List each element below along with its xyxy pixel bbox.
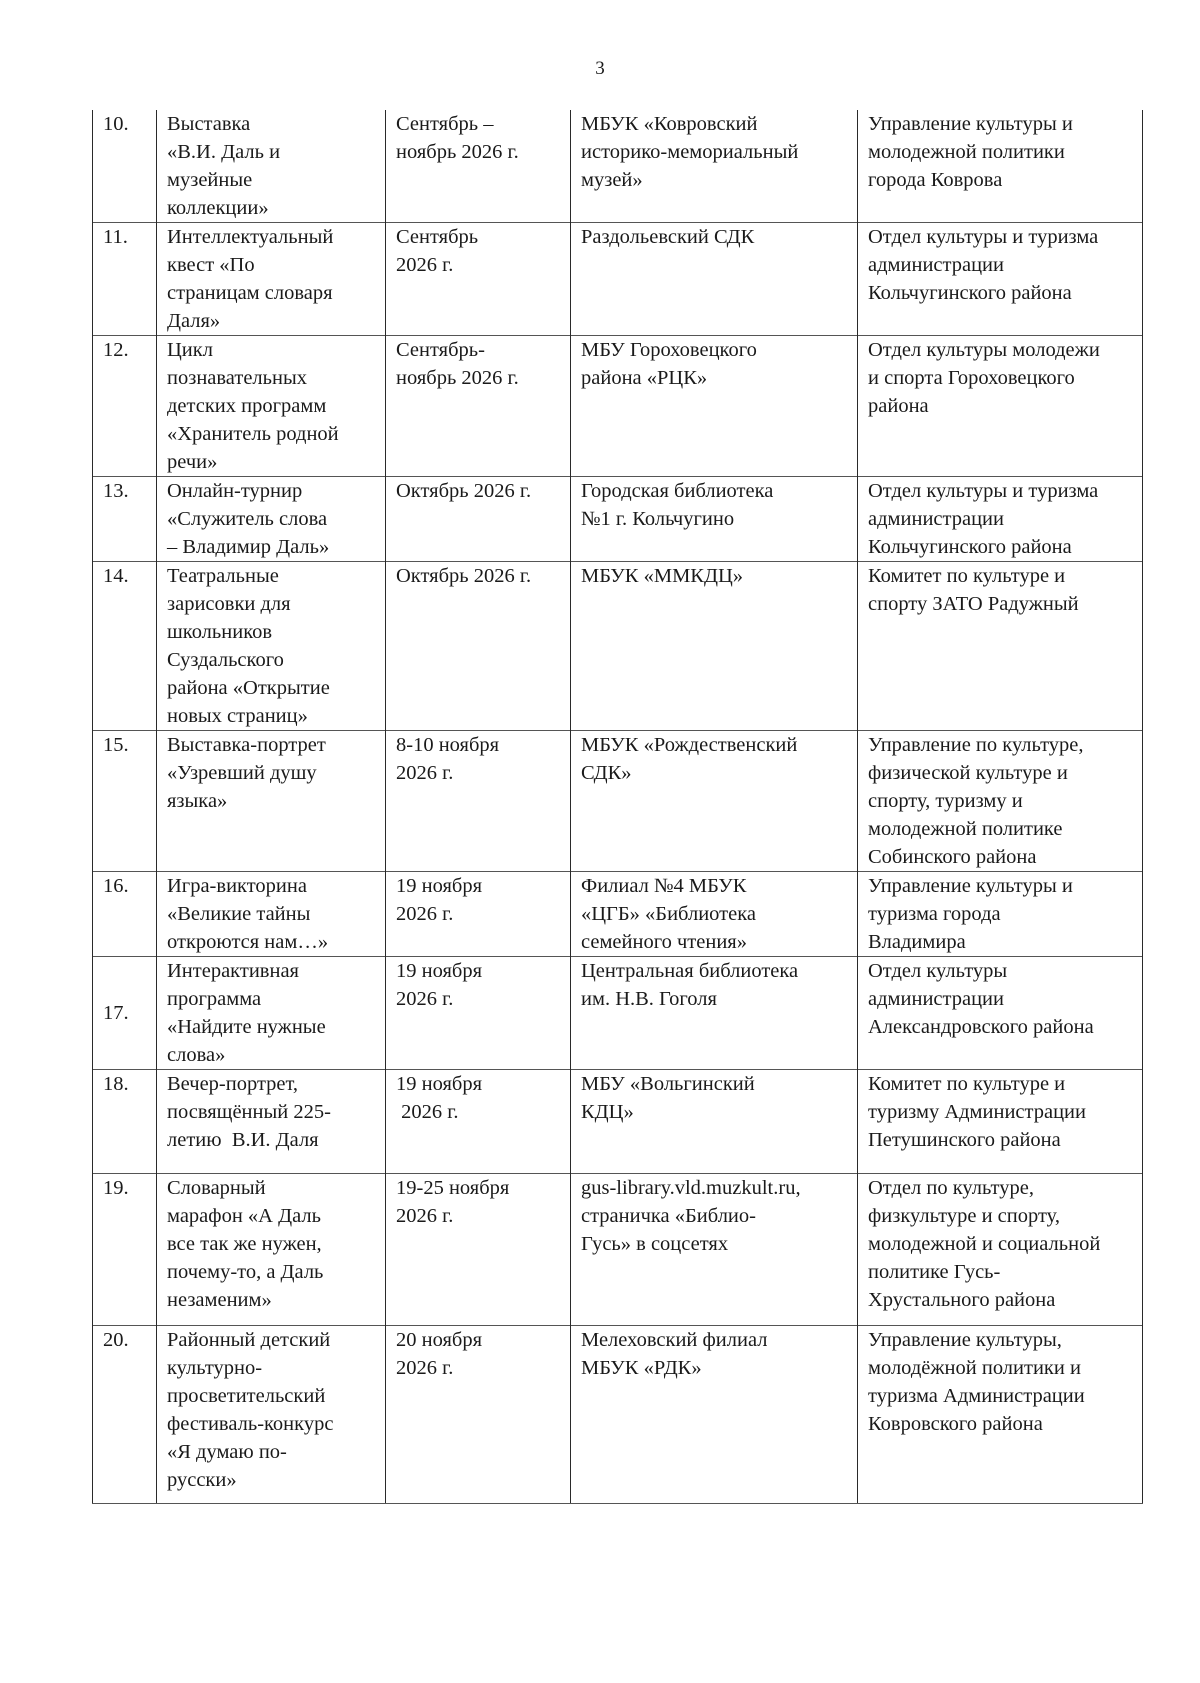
organizer: Отдел культуры молодежи <box>868 339 1100 361</box>
event-venue: №1 г. Кольчугино <box>581 508 735 530</box>
event-title-cell <box>157 223 386 336</box>
event-title: речи» <box>167 451 218 473</box>
row-number: 12. <box>103 339 129 361</box>
event-title-cell <box>157 731 386 872</box>
table-row <box>93 223 1143 336</box>
event-venue-cell <box>571 223 858 336</box>
event-venue-cell <box>571 872 858 957</box>
organizer: администрации <box>868 254 1004 276</box>
organizer: молодежной политике <box>868 818 1063 840</box>
events-table <box>92 110 1143 1504</box>
table-row <box>93 731 1143 872</box>
event-venue-cell <box>571 1174 858 1326</box>
organizer: Управление по культуре, <box>868 734 1084 756</box>
event-date-cell <box>386 336 571 477</box>
organizer-cell <box>858 1070 1143 1174</box>
event-venue: «ЦГБ» «Библиотека <box>581 903 756 925</box>
event-title: «Узревший душу <box>167 762 317 784</box>
event-venue: МБУК «Ковровский <box>581 113 758 135</box>
row-number-cell <box>93 1070 157 1174</box>
event-title: квест «По <box>167 254 255 276</box>
event-date: 2026 г. <box>396 254 454 276</box>
event-title-cell <box>157 1326 386 1504</box>
event-title-cell <box>157 1070 386 1174</box>
event-title: фестиваль-конкурс <box>167 1413 334 1435</box>
row-number: 15. <box>103 734 129 756</box>
organizer: молодежной политики <box>868 141 1065 163</box>
table-row <box>93 872 1143 957</box>
event-venue: СДК» <box>581 762 632 784</box>
event-date: 20 ноября <box>396 1329 482 1351</box>
event-venue: Гусь» в соцсетях <box>581 1233 729 1255</box>
organizer: молодежной и социальной <box>868 1233 1101 1255</box>
event-title: программа <box>167 988 262 1010</box>
event-venue: МБУ Гороховецкого <box>581 339 757 361</box>
event-title: Цикл <box>167 339 213 361</box>
event-date: 2026 г. <box>396 762 454 784</box>
organizer-cell <box>858 872 1143 957</box>
event-date-cell <box>386 731 571 872</box>
event-venue: МБУК «Рождественский <box>581 734 798 756</box>
organizer-cell <box>858 731 1143 872</box>
event-title: Интеллектуальный <box>167 226 334 248</box>
row-number-cell <box>93 223 157 336</box>
event-venue: музей» <box>581 169 643 191</box>
event-date: 2026 г. <box>396 1101 459 1123</box>
event-date: ноябрь 2026 г. <box>396 141 519 163</box>
event-title-cell <box>157 336 386 477</box>
event-date: Сентябрь – <box>396 113 494 135</box>
event-venue: Городская библиотека <box>581 480 774 502</box>
event-title: коллекции» <box>167 197 269 219</box>
event-date: Октябрь 2026 г. <box>396 480 532 502</box>
event-title: просветительский <box>167 1385 326 1407</box>
organizer: Александровского района <box>868 1016 1094 1038</box>
event-venue: историко-мемориальный <box>581 141 799 163</box>
row-number-cell <box>93 1174 157 1326</box>
event-venue: Центральная библиотека <box>581 960 799 982</box>
event-title: Выставка-портрет <box>167 734 326 756</box>
event-title-cell <box>157 562 386 731</box>
event-title: языка» <box>167 790 228 812</box>
organizer: Отдел культуры и туризма <box>868 480 1099 502</box>
event-date: 19 ноября <box>396 875 482 897</box>
table-row <box>93 336 1143 477</box>
event-title: школьников <box>167 621 273 643</box>
organizer: Собинского района <box>868 846 1037 868</box>
table-row <box>93 477 1143 562</box>
event-title: марафон «А Даль <box>167 1205 321 1227</box>
page-number: 3 <box>595 58 605 79</box>
event-venue: Раздольевский СДК <box>581 226 755 248</box>
event-title: посвящённый 225- <box>167 1101 331 1123</box>
organizer-cell <box>858 110 1143 223</box>
event-title: Районный детский <box>167 1329 331 1351</box>
event-title: – Владимир Даль» <box>167 536 330 558</box>
event-venue: МБУК «ММКДЦ» <box>581 565 744 587</box>
event-date: 19-25 ноября <box>396 1177 510 1199</box>
row-number-cell <box>93 336 157 477</box>
event-title: незаменим» <box>167 1289 272 1311</box>
organizer: Управление культуры и <box>868 875 1073 897</box>
organizer: администрации <box>868 508 1004 530</box>
organizer: туризма Администрации <box>868 1385 1085 1407</box>
event-venue-cell <box>571 731 858 872</box>
event-date-cell <box>386 1070 571 1174</box>
organizer: Ковровского района <box>868 1413 1043 1435</box>
event-title: почему-то, а Даль <box>167 1261 324 1283</box>
event-title: культурно- <box>167 1357 263 1379</box>
row-number-cell <box>93 110 157 223</box>
event-date-cell <box>386 872 571 957</box>
event-title: Вечер-портрет, <box>167 1073 299 1095</box>
event-date-cell <box>386 562 571 731</box>
row-number-cell <box>93 562 157 731</box>
organizer: Кольчугинского района <box>868 282 1072 304</box>
event-title: русски» <box>167 1469 237 1491</box>
event-title: Даля» <box>167 310 221 332</box>
event-date: 2026 г. <box>396 1357 454 1379</box>
event-venue: района «РЦК» <box>581 367 708 389</box>
table-row <box>93 110 1143 223</box>
event-title: слова» <box>167 1044 226 1066</box>
event-title: музейные <box>167 169 253 191</box>
organizer-cell <box>858 223 1143 336</box>
organizer: политике Гусь- <box>868 1261 1001 1283</box>
event-title: детских программ <box>167 395 327 417</box>
organizer: Управление культуры, <box>868 1329 1062 1351</box>
event-title: Выставка <box>167 113 251 135</box>
event-title: «Великие тайны <box>167 903 311 925</box>
event-venue-cell <box>571 957 858 1070</box>
event-title: все так же нужен, <box>167 1233 322 1255</box>
event-title: Онлайн-турнир <box>167 480 303 502</box>
event-date-cell <box>386 957 571 1070</box>
organizer: Комитет по культуре и <box>868 1073 1066 1095</box>
event-date: 2026 г. <box>396 903 454 925</box>
event-title: познавательных <box>167 367 307 389</box>
row-number-cell <box>93 957 157 1070</box>
event-title: Интерактивная <box>167 960 299 982</box>
row-number: 16. <box>103 875 129 897</box>
organizer: Управление культуры и <box>868 113 1073 135</box>
event-venue: МБУ «Вольгинский <box>581 1073 755 1095</box>
event-date: 19 ноября <box>396 1073 482 1095</box>
organizer: Комитет по культуре и <box>868 565 1066 587</box>
row-number: 13. <box>103 480 129 502</box>
event-title: Театральные <box>167 565 279 587</box>
event-date-cell <box>386 477 571 562</box>
organizer: спорту ЗАТО Радужный <box>868 593 1079 615</box>
row-number-cell <box>93 1326 157 1504</box>
organizer-cell <box>858 957 1143 1070</box>
row-number: 17. <box>103 1002 129 1024</box>
organizer: района <box>868 395 929 417</box>
event-title: страницам словаря <box>167 282 333 304</box>
organizer: Отдел культуры <box>868 960 1008 982</box>
event-title-cell <box>157 1174 386 1326</box>
event-venue: им. Н.В. Гоголя <box>581 988 717 1010</box>
organizer: физической культуре и <box>868 762 1068 784</box>
event-venue-cell <box>571 562 858 731</box>
event-title-cell <box>157 957 386 1070</box>
event-venue: gus-library.vld.muzkult.ru, <box>581 1177 801 1199</box>
organizer: Владимира <box>868 931 966 953</box>
event-title: новых страниц» <box>167 705 308 727</box>
organizer: физкультуре и спорту, <box>868 1205 1060 1227</box>
event-date: ноябрь 2026 г. <box>396 367 519 389</box>
event-title-cell <box>157 110 386 223</box>
event-title: «Я думаю по- <box>167 1441 287 1463</box>
event-venue: семейного чтения» <box>581 931 747 953</box>
organizer: и спорта Гороховецкого <box>868 367 1075 389</box>
event-title-cell <box>157 477 386 562</box>
row-number: 20. <box>103 1329 129 1351</box>
event-date-cell <box>386 110 571 223</box>
event-venue: КДЦ» <box>581 1101 634 1123</box>
row-number-cell <box>93 872 157 957</box>
organizer-cell <box>858 477 1143 562</box>
event-title: Игра-викторина <box>167 875 307 897</box>
event-venue: Мелеховский филиал <box>581 1329 768 1351</box>
event-venue-cell <box>571 1070 858 1174</box>
event-date: 19 ноября <box>396 960 482 982</box>
organizer: туризма города <box>868 903 1001 925</box>
event-title: откроются нам…» <box>167 931 329 953</box>
organizer: Хрустального района <box>868 1289 1056 1311</box>
table-row <box>93 957 1143 1070</box>
event-venue: МБУК «РДК» <box>581 1357 702 1379</box>
organizer: администрации <box>868 988 1004 1010</box>
organizer: Петушинского района <box>868 1129 1061 1151</box>
event-title: района «Открытие <box>167 677 330 699</box>
event-date: 2026 г. <box>396 988 454 1010</box>
event-venue-cell <box>571 110 858 223</box>
event-venue-cell <box>571 477 858 562</box>
organizer: Отдел по культуре, <box>868 1177 1034 1199</box>
event-date: 8-10 ноября <box>396 734 500 756</box>
organizer: Кольчугинского района <box>868 536 1072 558</box>
event-date-cell <box>386 1174 571 1326</box>
event-date-cell <box>386 223 571 336</box>
event-venue: страничка «Библио- <box>581 1205 756 1227</box>
row-number: 14. <box>103 565 129 587</box>
event-date: Сентябрь <box>396 226 479 248</box>
event-title: Суздальского <box>167 649 284 671</box>
event-title: зарисовки для <box>167 593 291 615</box>
organizer: города Коврова <box>868 169 1003 191</box>
event-venue-cell <box>571 336 858 477</box>
event-title: «Хранитель родной <box>167 423 339 445</box>
row-number: 10. <box>103 113 129 135</box>
event-date: Сентябрь- <box>396 339 485 361</box>
event-date: Октябрь 2026 г. <box>396 565 532 587</box>
organizer-cell <box>858 336 1143 477</box>
event-title: «Служитель слова <box>167 508 328 530</box>
organizer: Отдел культуры и туризма <box>868 226 1099 248</box>
event-title: «Найдите нужные <box>167 1016 326 1038</box>
event-title: летию В.И. Даля <box>167 1129 319 1151</box>
organizer: спорту, туризму и <box>868 790 1023 812</box>
event-date-cell <box>386 1326 571 1504</box>
event-title-cell <box>157 872 386 957</box>
table-row <box>93 562 1143 731</box>
organizer-cell <box>858 1326 1143 1504</box>
event-venue-cell <box>571 1326 858 1504</box>
table-row <box>93 1070 1143 1174</box>
organizer-cell <box>858 562 1143 731</box>
row-number-cell <box>93 731 157 872</box>
organizer: молодёжной политики и <box>868 1357 1081 1379</box>
event-date: 2026 г. <box>396 1205 454 1227</box>
organizer: туризму Администрации <box>868 1101 1087 1123</box>
table-row <box>93 1174 1143 1326</box>
row-number: 11. <box>103 226 128 248</box>
event-title: Словарный <box>167 1177 266 1199</box>
event-title: «В.И. Даль и <box>167 141 281 163</box>
row-number: 19. <box>103 1177 129 1199</box>
event-venue: Филиал №4 МБУК <box>581 875 747 897</box>
table-row <box>93 1326 1143 1504</box>
row-number-cell <box>93 477 157 562</box>
organizer-cell <box>858 1174 1143 1326</box>
row-number: 18. <box>103 1073 129 1095</box>
